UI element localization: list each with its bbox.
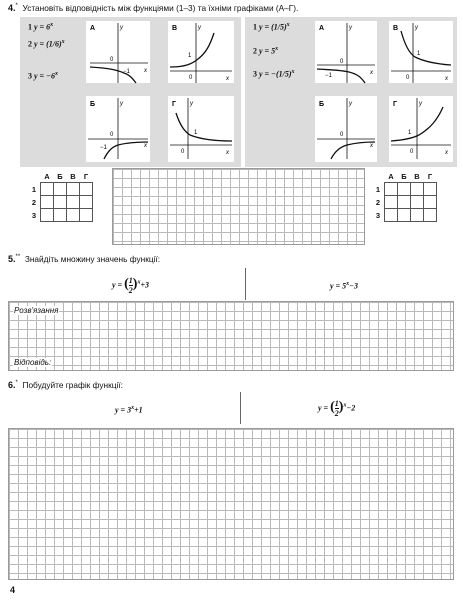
left-label-G: Г	[172, 101, 176, 108]
left-graph-G	[168, 96, 234, 162]
answer-cell[interactable]	[80, 183, 93, 196]
task6-divider	[240, 392, 241, 424]
answer-cell[interactable]	[41, 209, 54, 222]
left-label-A: А	[90, 25, 96, 32]
left-graph-B	[168, 21, 234, 83]
answer-cell[interactable]	[385, 183, 398, 196]
right-graph-G	[389, 96, 453, 162]
svg-text:y: y	[120, 25, 123, 31]
svg-text:1: 1	[408, 130, 412, 136]
task5-solution-grid[interactable]	[8, 301, 454, 371]
svg-text:y: y	[419, 101, 422, 107]
svg-text:1: 1	[417, 51, 421, 57]
answer-cell[interactable]	[67, 183, 80, 196]
left-label-V: В	[172, 25, 178, 32]
answer-cell[interactable]	[424, 196, 437, 209]
svg-text:y: y	[349, 101, 352, 107]
svg-text:x: x	[445, 150, 448, 156]
task5-mark: **	[15, 254, 21, 261]
task6-header	[8, 380, 123, 390]
answer-cell[interactable]	[67, 209, 80, 222]
right-label-A: А	[319, 25, 325, 32]
right-label-B: Б	[319, 101, 325, 108]
right-func-3: 3 $y = -(1/5)^x$	[253, 69, 295, 79]
task5-number: 5.	[8, 254, 16, 264]
right-graph-A	[315, 21, 377, 83]
task4-mark: *	[15, 3, 18, 10]
answer-cell[interactable]	[80, 196, 93, 209]
svg-text:0: 0	[340, 59, 344, 65]
answer-cell[interactable]	[54, 209, 67, 222]
task6-title: Побудуйте графік функції:	[22, 380, 123, 390]
answer-cell[interactable]	[398, 196, 411, 209]
svg-text:x: x	[226, 76, 229, 82]
answer-cell[interactable]	[424, 209, 437, 222]
left-label-B: Б	[90, 101, 96, 108]
task4-header	[8, 3, 298, 13]
svg-text:y: y	[349, 25, 352, 31]
answer-table-right: А Б В Г 1 2 3	[372, 170, 437, 222]
svg-text:y: y	[120, 101, 123, 107]
svg-text:y: y	[190, 101, 193, 107]
right-label-G: Г	[393, 101, 397, 108]
answer-label: Відповідь:	[14, 358, 52, 367]
answer-cell[interactable]	[411, 196, 424, 209]
task4-left-panel	[20, 17, 241, 167]
left-func-3: 3 $y = -6^x$	[28, 71, 58, 81]
left-graph-A	[86, 21, 150, 83]
left-graph-B2	[86, 96, 150, 162]
answer-cell[interactable]	[411, 209, 424, 222]
svg-text:1: 1	[188, 53, 192, 59]
svg-text:x: x	[226, 150, 229, 156]
answer-table-left: А Б В Г 1 2 3	[28, 170, 93, 222]
svg-text:−1: −1	[100, 145, 107, 151]
right-graph-B	[389, 21, 453, 83]
svg-text:0: 0	[410, 149, 414, 155]
answer-cell[interactable]	[385, 209, 398, 222]
svg-text:x: x	[144, 68, 147, 74]
svg-text:0: 0	[340, 132, 344, 138]
task5-function-2: $y = 5^x-3$	[330, 281, 358, 291]
right-label-V: В	[393, 25, 399, 32]
task5-function-1: y = ( $\frac{1}{2}$ )$^x$+3	[112, 276, 150, 295]
svg-text:−1: −1	[325, 73, 332, 79]
solution-label: Розв'язання	[14, 306, 59, 315]
task6-function-1: $y = 3^x+1$	[115, 405, 143, 415]
answer-cell[interactable]	[385, 196, 398, 209]
scratch-grid-task4[interactable]	[112, 168, 365, 245]
svg-text:0: 0	[110, 57, 114, 63]
left-func-1: 1 $y = 6^x$	[28, 22, 54, 32]
svg-text:x: x	[370, 70, 373, 76]
svg-text:−1: −1	[123, 69, 130, 75]
svg-text:y: y	[415, 25, 418, 31]
answer-cell[interactable]	[411, 183, 424, 196]
svg-text:0: 0	[189, 75, 193, 81]
svg-text:x: x	[144, 143, 147, 149]
svg-text:x: x	[370, 143, 373, 149]
answer-cell[interactable]	[54, 196, 67, 209]
answer-cell[interactable]	[67, 196, 80, 209]
answer-cell[interactable]	[54, 183, 67, 196]
right-graph-B2	[315, 96, 377, 162]
task5-title: Знайдіть множину значень функції:	[24, 254, 161, 264]
answer-cell[interactable]	[80, 209, 93, 222]
task5-header	[8, 254, 160, 264]
svg-text:x: x	[445, 76, 448, 82]
right-func-1: 1 $y = (1/5)^x$	[253, 22, 290, 32]
task6-function-2: y = ( $\frac{1}{2}$ )$^x$−2	[318, 399, 356, 418]
task6-mark: *	[15, 380, 18, 387]
task6-number: 6.	[8, 380, 16, 390]
right-func-2: 2 $y = 5^x$	[253, 46, 279, 56]
task4-right-panel	[245, 17, 457, 167]
right-graphs	[245, 17, 457, 167]
answer-cell[interactable]	[398, 183, 411, 196]
svg-text:0: 0	[181, 149, 185, 155]
answer-cell[interactable]	[41, 183, 54, 196]
answer-cell[interactable]	[398, 209, 411, 222]
left-func-2: 2 $y = (1/6)^x$	[28, 39, 65, 49]
task6-graph-grid[interactable]	[8, 428, 454, 580]
task4-number: 4.	[8, 3, 16, 13]
svg-text:y: y	[198, 25, 201, 31]
answer-cell[interactable]	[424, 183, 437, 196]
page-number: 4	[10, 585, 16, 595]
svg-text:0: 0	[406, 75, 410, 81]
left-graphs	[20, 17, 241, 167]
svg-text:0: 0	[110, 132, 114, 138]
svg-text:1: 1	[194, 130, 198, 136]
task4-title: Установіть відповідність між функціями (1–3) та їхніми графіками (А–Г).	[22, 3, 299, 13]
task5-divider	[245, 268, 246, 300]
answer-cell[interactable]	[41, 196, 54, 209]
